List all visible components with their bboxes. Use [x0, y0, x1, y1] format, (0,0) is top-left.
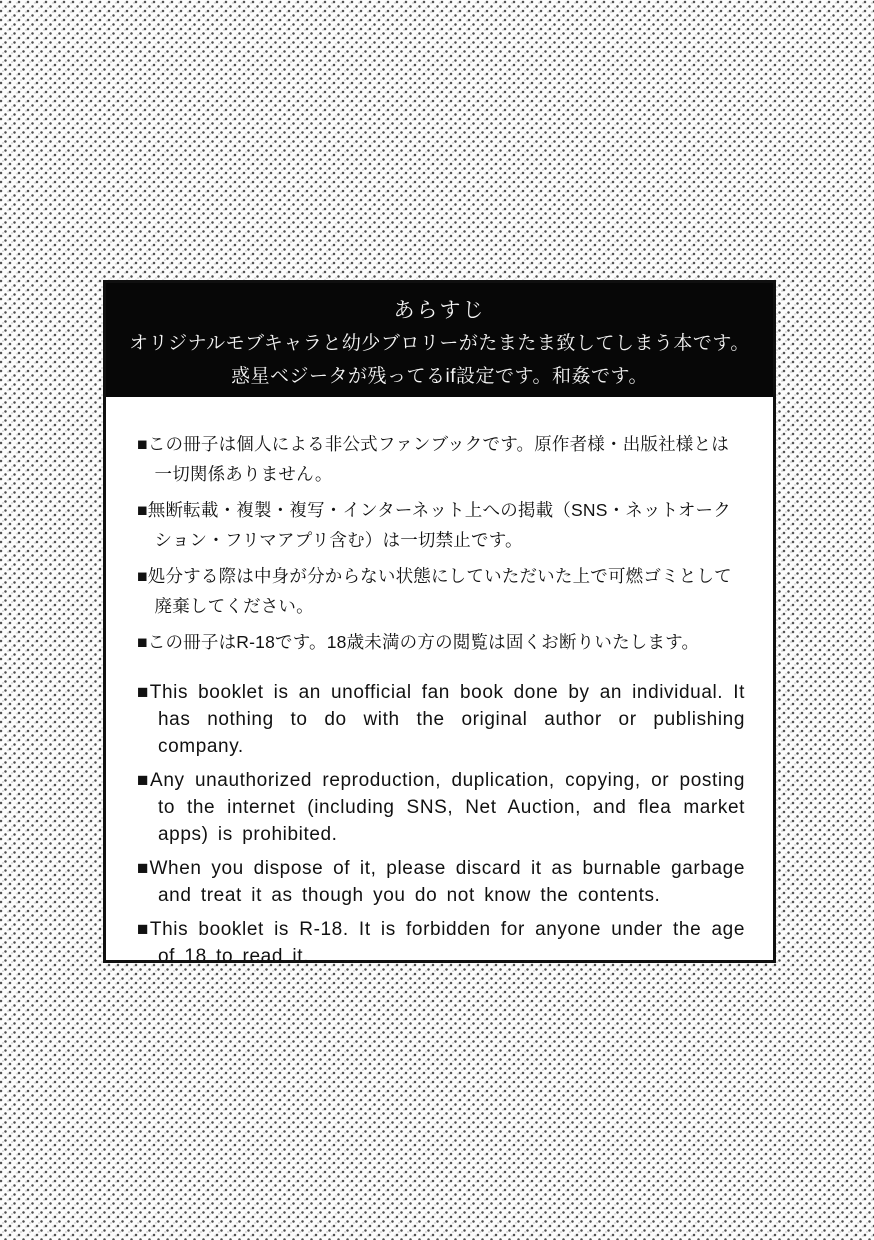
- synopsis-header: [106, 283, 773, 397]
- synopsis-line-1: オリジナルモブキャラと幼少ブロリーがたまたま致してしまう本です。: [129, 333, 750, 354]
- notice-ja-unofficial: ■この冊子は個人による非公式ファンブックです。原作者様・出版社様とは一切関係ありません。: [137, 434, 729, 484]
- disclaimer-body: [106, 397, 773, 970]
- notices-english: [137, 679, 745, 970]
- notice-en-disposal: ■When you dispose of it, please discard it as burnable garbage and treat it as though you do not know the contents.: [137, 858, 745, 906]
- notice-en-r18: ■This booklet is R-18. It is forbidden for anyone under the age of 18 to read it.: [137, 919, 745, 967]
- synopsis-title: あらすじ: [393, 299, 486, 322]
- synopsis-line-2: 惑星ベジータが残ってるif設定です。和姦です。: [231, 366, 648, 387]
- notices-japanese: [137, 429, 745, 657]
- notice-en-no-reproduction: ■Any unauthorized reproduction, duplication, copying, or posting to the internet (including SNS, Net Auction, and flea market apps) is prohibited.: [137, 770, 745, 845]
- disclaimer-panel: [103, 280, 776, 967]
- notice-ja-r18: ■この冊子はR-18です。18歳未満の方の閲覧は固くお断りいたします。: [137, 632, 700, 652]
- notice-ja-disposal: ■処分する際は中身が分からない状態にしていただいた上で可燃ゴミとして廃棄してください。: [137, 566, 732, 616]
- notice-ja-no-reproduction: ■無断転載・複製・複写・インターネット上への掲載（SNS・ネットオークション・フリマアプリ含む）は一切禁止です。: [137, 500, 731, 550]
- notice-en-unofficial: ■This booklet is an unofficial fan book done by an individual. It has nothing to do with the original author or publishing company.: [137, 682, 745, 757]
